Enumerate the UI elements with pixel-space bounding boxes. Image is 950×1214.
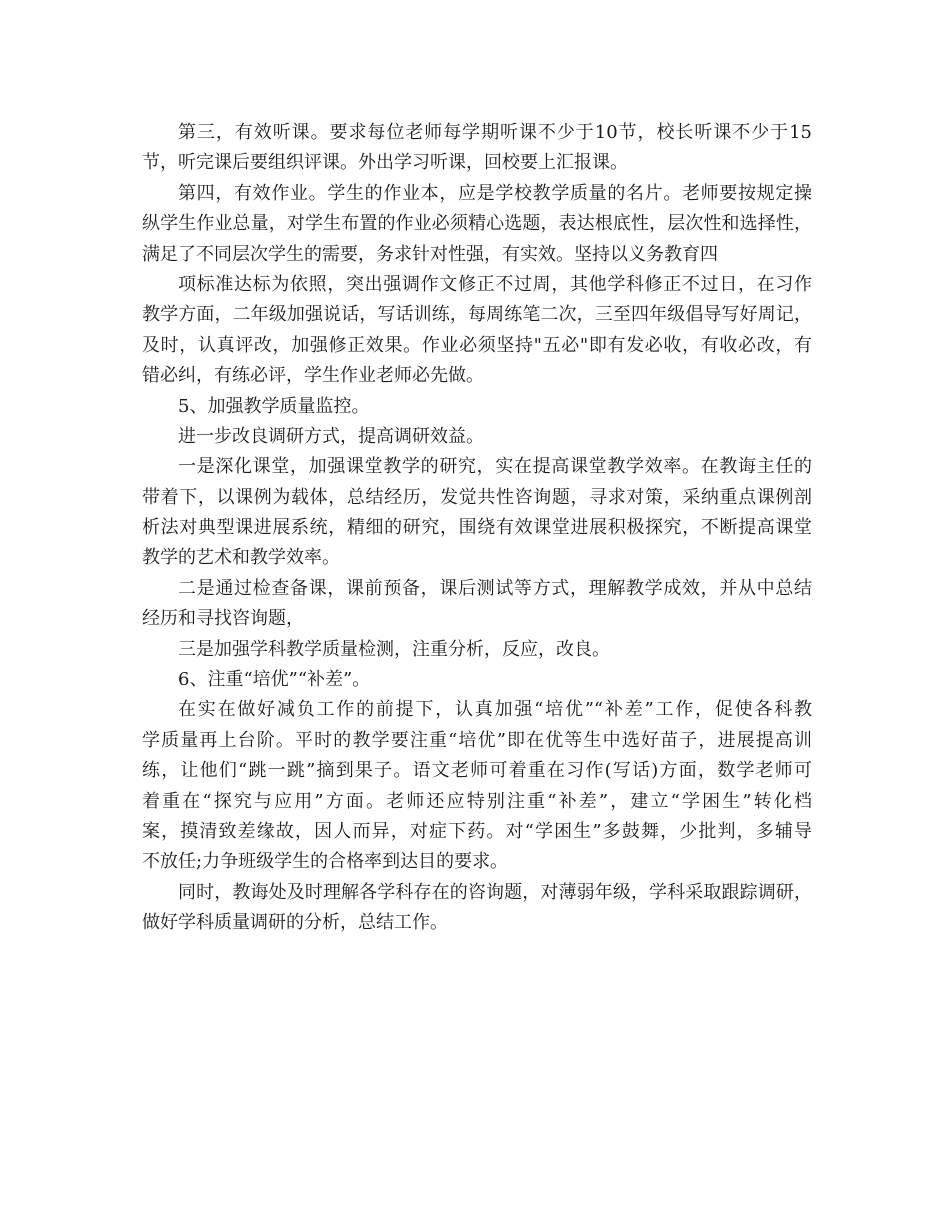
text-line: 练，让他们“跳一跳”摘到果子。语文老师可着重在习作(写话)方面，数学老师可 (142, 760, 812, 782)
text-line: 三是加强学科教学质量检测，注重分析，反应，改良。 (178, 638, 610, 660)
text-line: 错必纠，有练必评，学生作业老师必先做。 (142, 365, 484, 387)
text-line: 带着下，以课例为载体，总结经历，发觉共性咨询题，寻求对策，采纳重点课例剖 (142, 486, 812, 508)
text-line: 不放任;力争班级学生的合格率到达目的要求。 (142, 851, 509, 873)
text-line: 学质量再上台阶。平时的教学要注重“培优”即在优等生中选好苗子，进展提高训 (142, 729, 812, 751)
text-line: 案，摸清致差缘故，因人而异，对症下药。对“学困生”多鼓舞，少批判，多辅导 (142, 820, 812, 842)
text-line: 析法对典型课进展系统，精细的研究，围绕有效课堂进展积极探究，不断提高课堂 (142, 517, 812, 539)
text-line: 5、加强教学质量监控。 (178, 395, 370, 417)
text-line: 做好学科质量调研的分析，总结工作。 (142, 912, 448, 934)
text-line: 教学的艺术和教学效率。 (142, 547, 340, 569)
text-line: 及时，认真评改，加强修正效果。作业必须坚持"五必"即有发必收，有收必改，有 (142, 334, 812, 356)
text-line: 进一步改良调研方式，提高调研效益。 (178, 425, 484, 447)
text-line: 经历和寻找咨询题， (142, 608, 304, 630)
text-line: 同时，教诲处及时理解各学科存在的咨询题，对薄弱年级，学科采取跟踪调研， (178, 881, 812, 903)
document-body (142, 118, 812, 939)
text-line: 纵学生作业总量，对学生布置的作业必须精心选题，表达根底性，层次性和选择性， (142, 213, 812, 235)
text-line: 第三，有效听课。要求每位老师每学期听课不少于10节，校长听课不少于15 (178, 122, 812, 143)
text-line: 二是通过检查备课，课前预备，课后测试等方式，理解教学成效，并从中总结 (178, 577, 812, 599)
text-line: 一是深化课堂，加强课堂教学的研究，实在提高课堂教学效率。在教诲主任的 (178, 456, 812, 478)
text-line: 项标准达标为依照，突出强调作文修正不过周，其他学科修正不过日，在习作 (178, 273, 812, 295)
text-line: 满足了不同层次学生的需要，务求针对性强，有实效。坚持以义务教育四 (142, 243, 718, 265)
text-line: 节，听完课后要组织评课。外出学习听课，回校要上汇报课。 (142, 152, 628, 174)
text-line: 教学方面，二年级加强说话，写话训练，每周练笔二次，三至四年级倡导写好周记， (142, 304, 812, 326)
text-line: 着重在“探究与应用”方面。老师还应特别注重“补差”，建立“学困生”转化档 (142, 790, 812, 812)
text-line: 第四，有效作业。学生的作业本，应是学校教学质量的名片。老师要按规定操 (178, 182, 812, 204)
text-line: 6、注重“培优”“补差”。 (178, 669, 371, 691)
text-line: 在实在做好减负工作的前提下，认真加强“培优”“补差”工作，促使各科教 (178, 699, 812, 721)
